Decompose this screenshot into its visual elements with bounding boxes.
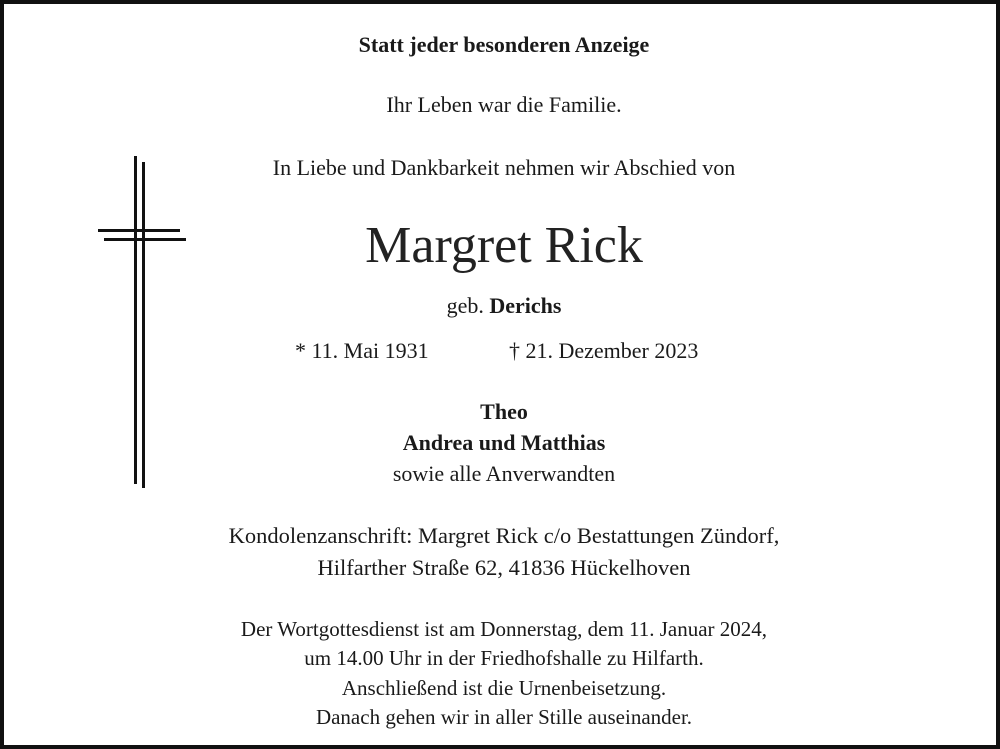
service-info-line: Anschließend ist die Urnenbeisetzung.: [341, 676, 667, 700]
service-info-line: Danach gehen wir in aller Stille auseinander.: [315, 705, 693, 729]
maiden-name: Derichs: [489, 293, 562, 318]
intro-text: In Liebe und Dankbarkeit nehmen wir Abschied von: [272, 155, 736, 180]
birth-date: * 11. Mai 1931: [295, 338, 429, 363]
header-text: Statt jeder besonderen Anzeige: [358, 32, 650, 57]
deceased-name: Margret Rick: [365, 217, 643, 274]
maiden-name-prefix: geb.: [446, 293, 484, 318]
mourner-name: Andrea und Matthias: [402, 430, 606, 455]
service-info-line: um 14.00 Uhr in der Friedhofshalle zu Hilfarth.: [304, 646, 704, 670]
quote-text: Ihr Leben war die Familie.: [386, 92, 622, 117]
mourner-relatives: sowie alle Anverwandten: [392, 461, 616, 486]
condolence-address-line: Hilfarther Straße 62, 41836 Hückelhoven: [317, 555, 691, 580]
condolence-address-line: Kondolenzanschrift: Margret Rick c/o Bestattungen Zündorf,: [228, 523, 780, 548]
service-info-line: Der Wortgottesdienst ist am Donnerstag, dem 11. Januar 2024,: [240, 617, 768, 641]
maiden-name-line: [4, 295, 1000, 317]
mourner-name: Theo: [480, 399, 528, 424]
death-date: † 21. Dezember 2023: [509, 338, 699, 363]
